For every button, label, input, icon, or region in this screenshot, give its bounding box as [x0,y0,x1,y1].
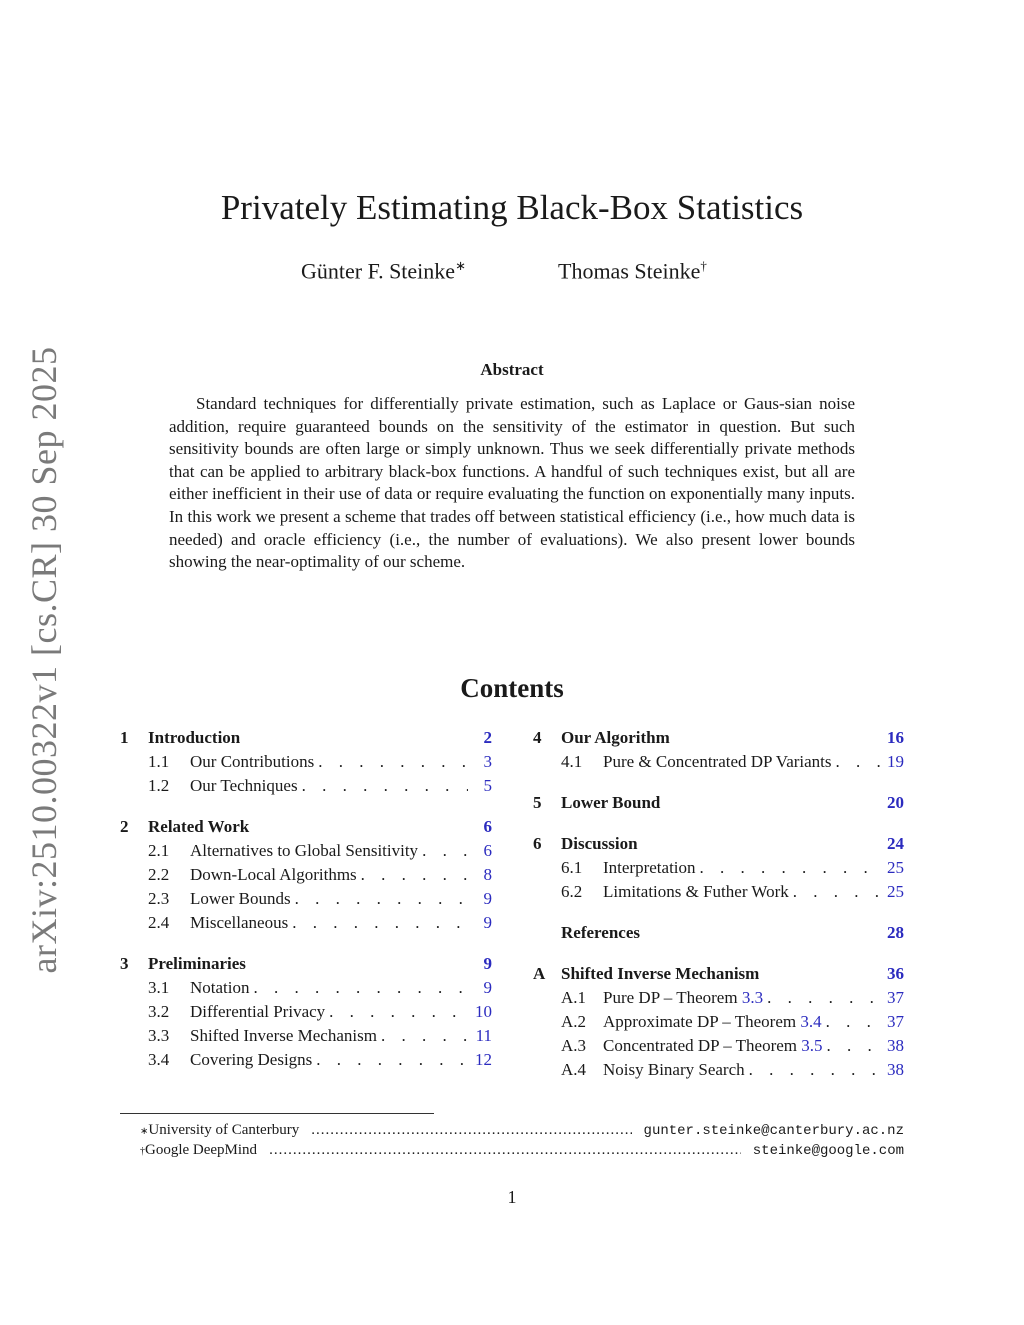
toc-dot-leader [700,856,880,880]
toc-entry-number: 2.4 [148,913,170,932]
toc-entry-title-text: Preliminaries [148,954,246,973]
toc-entry-title [603,1010,822,1034]
toc-entry[interactable] [120,750,492,774]
footnote-2 [140,1140,904,1160]
toc-dot-leader [329,1000,468,1024]
footnote-2-mark: † [140,1146,145,1157]
toc-entry[interactable] [120,887,492,911]
toc-dot-leader [422,839,468,863]
paper-title: Privately Estimating Black-Box Statistics [220,188,804,227]
toc-entry-title [561,832,638,856]
toc-entry[interactable] [533,856,904,880]
toc-page-link[interactable]: 25 [887,882,904,901]
toc-entry-title-text: Notation [190,978,250,997]
toc-entry-title-text: Alternatives to Global Sensitivity [190,841,419,860]
footnote-1 [140,1120,904,1140]
toc-entry[interactable] [533,986,904,1010]
toc-page-link[interactable]: 36 [887,964,904,983]
toc-page-link[interactable]: 9 [483,889,492,908]
toc-dot-leader [316,1048,468,1072]
toc-entry-title [561,791,660,815]
toc-entry-title [603,986,763,1010]
footnote-2-email[interactable]: steinke@google.com [752,1143,904,1159]
footnote-2-affiliation: Google DeepMind [145,1142,258,1158]
toc-entry-title [148,815,249,839]
toc-entry-title-text: Lower Bound [561,793,661,812]
toc-entry-title [603,856,696,880]
footnote-1-leader [311,1120,631,1140]
toc-page-link[interactable]: 8 [483,865,492,884]
toc-entry-number: 1 [120,728,129,747]
toc-entry-title [148,726,240,750]
page-number: 1 [507,1187,517,1207]
toc-entry-title [190,1048,312,1072]
toc-entry[interactable] [120,952,492,976]
toc-entry-number: 6 [533,834,542,853]
toc-entry-number: 3.3 [148,1026,170,1045]
toc-entry-number: 6.2 [561,882,583,901]
toc-dot-leader [826,1010,880,1034]
footnote-rule [120,1113,434,1114]
footnote-2-leader [269,1140,741,1160]
toc-entry[interactable] [120,1024,492,1048]
toc-page-link[interactable]: 38 [887,1060,904,1079]
toc-entry-number: 4.1 [561,752,583,771]
toc-entry-number: 2.3 [148,889,170,908]
toc-entry-number: 2 [120,817,129,836]
toc-entry-number: 3 [120,954,129,973]
toc-page-link[interactable]: 9 [483,913,492,932]
toc-entry-title [603,750,832,774]
toc-entry[interactable] [120,976,492,1000]
toc-dot-leader [381,1024,468,1048]
toc-entry[interactable] [120,839,492,863]
toc-entry-title-text: Related Work [148,817,250,836]
toc-entry-number: 1.1 [148,752,170,771]
toc-dot-leader [295,887,468,911]
toc-entry[interactable] [533,962,904,986]
toc-entry-title-text: Lower Bounds [190,889,291,908]
toc-page-link[interactable]: 37 [887,988,904,1007]
toc-entry[interactable] [533,726,904,750]
author-1-footnote-mark[interactable]: ∗ [455,258,466,273]
toc-entry-title [561,921,640,945]
author-1 [301,258,466,284]
toc-page-link[interactable]: 16 [887,728,904,747]
arxiv-identifier-stamp: arXiv:2510.00322v1 [cs.CR] 30 Sep 2025 [24,346,64,974]
toc-dot-leader [361,863,468,887]
abstract-text: Standard techniques for differentially private estimation, such as Laplace or Gaus-sian noise addition, require guaranteed bounds on the sensitivity of the estimator in question. But such sensitivity bounds are often large or simply unknown. Thus we seek differentially private methods that can be applied to arbitrary black-box functions. A handful of such techniques exist, but all are either inefficient in their use of data or require evaluating the function on exponentially many inputs. In this work we present a scheme that trades off between statistical efficiency (i.e., how much data is needed) and oracle efficiency (i.e., the number of evaluations). We also present lower bounds showing the near-optimality of our scheme. [169,394,855,572]
toc-page-link[interactable]: 5 [483,776,492,795]
toc-entry-title [190,750,314,774]
toc-entry[interactable] [533,1010,904,1034]
toc-entry-title [190,887,291,911]
toc-page-link[interactable]: 20 [887,793,904,812]
toc-entry-title-text: Down-Local Algorithms [190,865,357,884]
toc-page-link[interactable]: 37 [887,1012,904,1031]
toc-entry-title-text: Introduction [148,728,241,747]
toc-entry[interactable] [120,863,492,887]
toc-dot-leader [836,750,880,774]
toc-entry-title [603,1034,823,1058]
toc-entry[interactable] [533,791,904,815]
toc-theorem-ref-link[interactable]: 3.3 [741,988,764,1007]
toc-entry-title-text: Discussion [561,834,638,853]
toc-entry[interactable] [533,832,904,856]
toc-dot-leader [793,880,880,904]
toc-entry[interactable] [533,880,904,904]
toc-entry-title-text: Pure DP – Theorem [603,988,742,1007]
toc-dot-leader [302,774,468,798]
toc-page-link[interactable]: 19 [887,752,904,771]
toc-entry-number: 2.1 [148,841,170,860]
toc-entry-number: 6.1 [561,858,583,877]
toc-entry-number: A.3 [561,1036,587,1055]
toc-page-link[interactable]: 9 [483,954,492,973]
toc-entry-title-text: Shifted Inverse Mechanism [561,964,760,983]
toc-entry-title [561,962,759,986]
toc-entry-title [603,880,789,904]
toc-entry-title [190,1024,377,1048]
toc-entry-title-text: Our Techniques [190,776,298,795]
toc-entry-title [190,911,288,935]
toc-entry-number: 1.2 [148,776,170,795]
toc-page-link[interactable]: 6 [483,841,492,860]
toc-dot-leader [254,976,469,1000]
toc-entry-number: A.1 [561,988,587,1007]
toc-left-column [120,726,492,1072]
toc-page-link[interactable]: 25 [887,858,904,877]
toc-entry-title-text: Concentrated DP – Theorem [603,1036,802,1055]
toc-page-link[interactable]: 28 [887,923,904,942]
toc-right-column [533,726,904,1082]
toc-entry-title-text: Shifted Inverse Mechanism [190,1026,377,1045]
toc-page-link[interactable]: 24 [887,834,904,853]
toc-entry[interactable] [533,921,904,945]
toc-entry-number: 4 [533,728,542,747]
abstract-heading: Abstract [480,360,544,379]
contents-heading: Contents [460,673,564,703]
toc-entry-title [190,1000,325,1024]
footnote-1-affiliation: University of Canterbury [148,1122,300,1138]
toc-entry[interactable] [120,1000,492,1024]
toc-entry-number: 3.4 [148,1050,170,1069]
toc-entry[interactable] [120,774,492,798]
toc-entry-title-text: Covering Designs [190,1050,313,1069]
toc-entry-title-text: Our Algorithm [561,728,670,747]
toc-entry-title [190,863,357,887]
toc-entry-number: A [533,964,546,983]
toc-entry[interactable] [120,815,492,839]
toc-dot-leader [318,750,468,774]
author-2-name: Thomas Steinke [558,258,701,284]
author-2 [558,258,707,284]
toc-entry[interactable] [533,1058,904,1082]
toc-theorem-ref-link[interactable]: 3.4 [800,1012,822,1031]
toc-entry-title-text: Pure & Concentrated DP Variants [603,752,832,771]
author-2-footnote-mark[interactable]: † [700,258,707,273]
toc-entry[interactable] [533,1034,904,1058]
toc-dot-leader [767,986,880,1010]
toc-page-link[interactable]: 3 [483,752,492,771]
toc-entry[interactable] [120,1048,492,1072]
toc-dot-leader [827,1034,880,1058]
toc-dot-leader [292,911,468,935]
toc-page-link[interactable]: 9 [483,978,492,997]
toc-entry-title [148,952,246,976]
toc-entry-title [561,726,670,750]
toc-page-link[interactable]: 10 [475,1002,492,1021]
toc-page-link[interactable]: 12 [475,1050,492,1069]
toc-entry[interactable] [120,911,492,935]
toc-entry-title-text: Differential Privacy [190,1002,326,1021]
toc-entry-title-text: Noisy Binary Search [603,1060,745,1079]
author-1-name: Günter F. Steinke [301,258,456,284]
toc-entry-title [190,976,250,1000]
toc-entry-title-text: Interpretation [603,858,696,877]
toc-entry-number: 2.2 [148,865,170,884]
toc-entry-number: 3.1 [148,978,170,997]
toc-page-link[interactable]: 2 [483,728,492,747]
toc-entry-title [603,1058,745,1082]
toc-entry-number: A.2 [561,1012,587,1031]
footnote-1-mark: ∗ [140,1126,149,1137]
toc-page-link[interactable]: 38 [887,1036,904,1055]
toc-entry-title-text: Approximate DP – Theorem [603,1012,801,1031]
toc-entry[interactable] [120,726,492,750]
toc-page-link[interactable]: 11 [475,1026,492,1045]
toc-entry-title-text: Miscellaneous [190,913,289,932]
toc-theorem-ref-link[interactable]: 3.5 [801,1036,823,1055]
toc-entry-title-text: Limitations & Futher Work [603,882,789,901]
toc-entry-title [190,774,298,798]
toc-entry-title-text: Our Contributions [190,752,315,771]
toc-entry-title-text: References [561,923,640,942]
toc-page-link[interactable]: 6 [483,817,492,836]
toc-entry-title [190,839,418,863]
footnote-1-email[interactable]: gunter.steinke@canterbury.ac.nz [643,1123,904,1139]
toc-entry[interactable] [533,750,904,774]
toc-entry-number: 5 [533,793,542,812]
toc-entry-number: A.4 [561,1060,587,1079]
toc-entry-number: 3.2 [148,1002,170,1021]
toc-dot-leader [749,1058,880,1082]
